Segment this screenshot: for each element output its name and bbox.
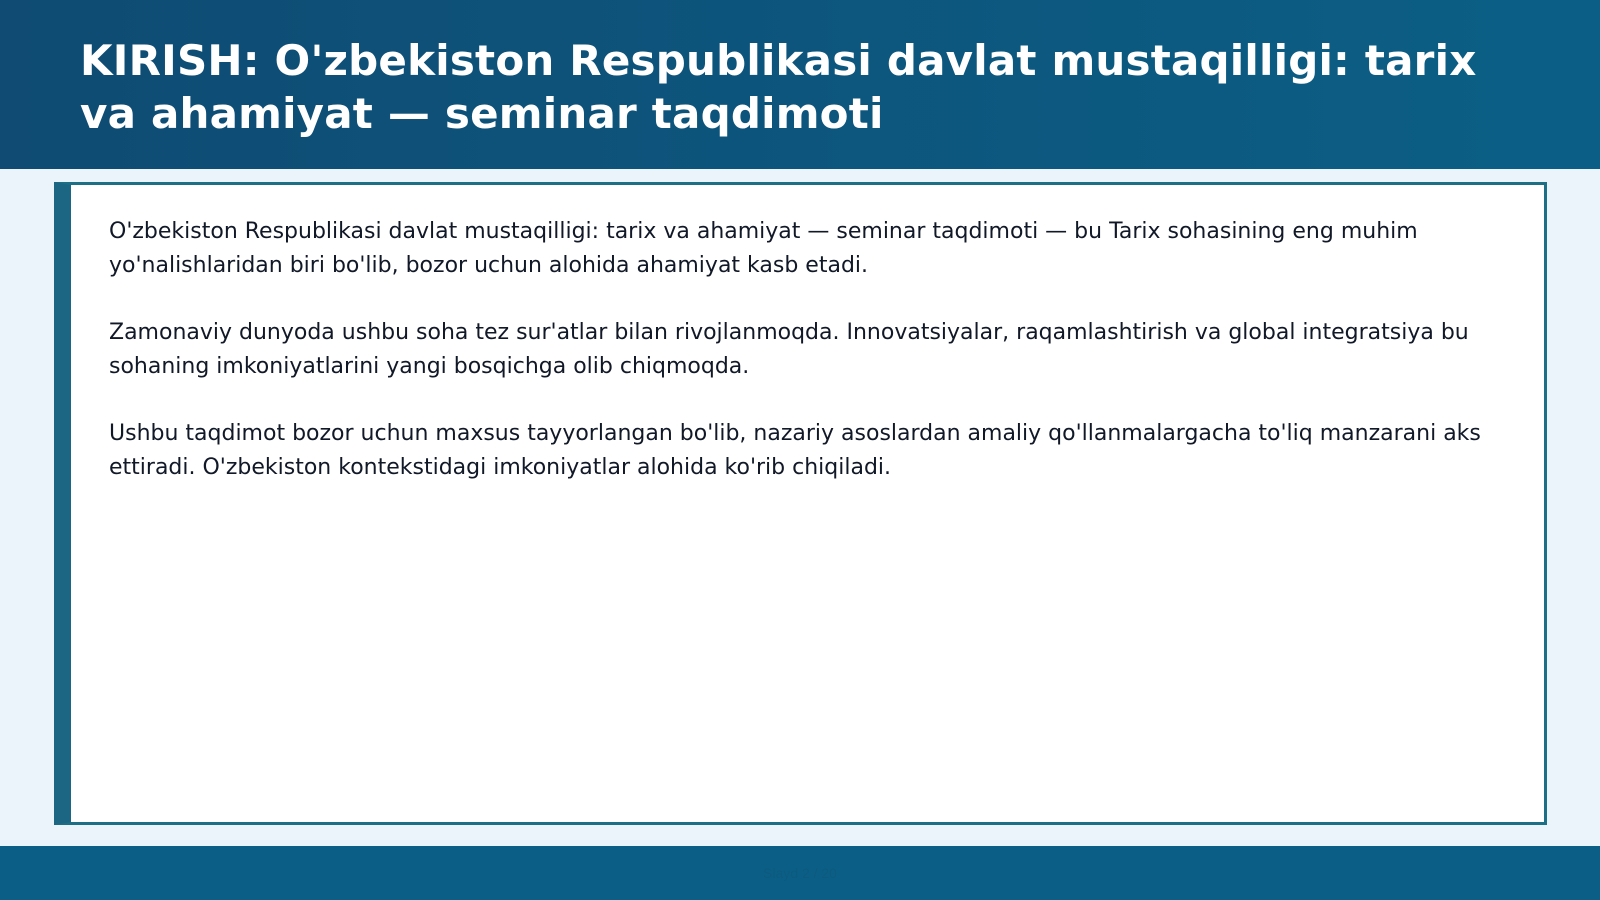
slide-header xyxy=(0,0,1600,169)
slide-title: KIRISH: O'zbekiston Respublikasi davlat mustaqilligi: tarix va ahamiyat — seminar taqdimoti xyxy=(80,36,1477,138)
slide-number: Slayd 2 / 20 xyxy=(763,865,837,881)
content-card xyxy=(54,182,1547,825)
presentation-paragraph: Ushbu taqdimot bozor uchun maxsus tayyorlangan bo'lib, nazariy asoslardan amaliy qo'llanmalargacha to'liq manzarani aks ettiradi. O'zbekiston kontekstidagi imkoniyatlar alohida ko'rib chiqiladi. xyxy=(109,421,1481,480)
intro-paragraph: O'zbekiston Respublikasi davlat mustaqilligi: tarix va ahamiyat — seminar taqdimoti — bu Tarix sohasining eng muhim yo'nalishlaridan biri bo'lib, bozor uchun alohida ahamiyat kasb etadi. xyxy=(109,219,1418,278)
development-paragraph: Zamonaviy dunyoda ushbu soha tez sur'atlar bilan rivojlanmoqda. Innovatsiyalar, raqamlashtirish va global integratsiya bu sohaning imkoniyatlarini yangi bosqichga olib chiqmoqda. xyxy=(109,320,1469,379)
slide-footer xyxy=(0,846,1600,900)
